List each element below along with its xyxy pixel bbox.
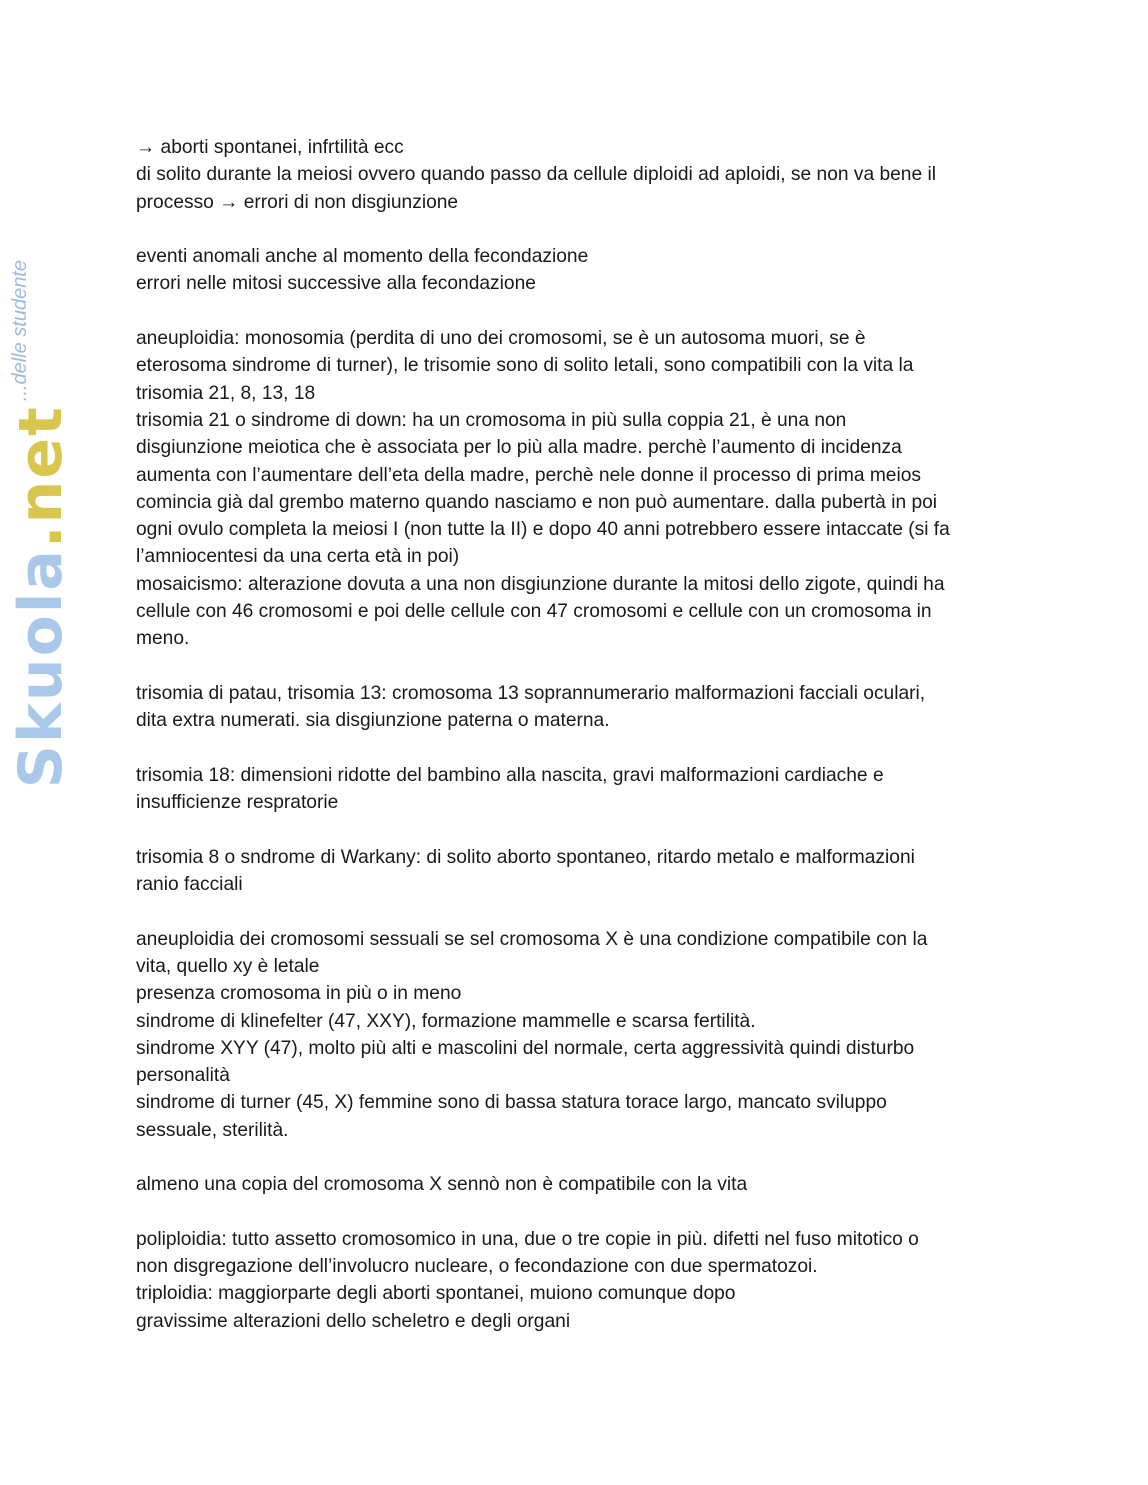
text-line: eventi anomali anche al momento della fecondazione (136, 246, 589, 268)
text-line: cellule con 46 cromosomi e poi delle cellule con 47 cromosomi e cellule con un cromosoma in (136, 601, 932, 623)
document-body (136, 134, 1036, 1335)
watermark-brand: Skuola (6, 548, 76, 789)
text-line: meno. (136, 628, 190, 650)
text-line: sindrome di turner (45, X) femmine sono di bassa statura torace largo, mancato sviluppo (136, 1092, 887, 1114)
text-line: vita, quello xy è letale (136, 955, 320, 977)
text-line: ogni ovulo completa la meiosi I (non tutte la II) e dopo 40 anni potrebbero essere intaccate (si fa (136, 519, 950, 541)
text-line (136, 653, 1036, 680)
text-line: disgiunzione meiotica che è associata per lo più alla madre. perchè l’aumento di incidenza (136, 437, 902, 459)
text-line: processo → errori di non disgiunzione (136, 191, 459, 213)
text-line: trisomia 8 o sndrome di Warkany: di solito aborto spontaneo, ritardo metalo e malformazioni (136, 846, 915, 868)
text-line: aneuploidia: monosomia (perdita di uno dei cromosomi, se è un autosoma muori, se è (136, 328, 866, 350)
watermark-logo (8, 260, 74, 788)
text-line: comincia già dal grembo materno quando nasciamo e non può aumentare. dalla pubertà in poi (136, 491, 938, 513)
text-line: trisomia 21 o sindrome di down: ha un cromosoma in più sulla coppia 21, è una non (136, 409, 847, 431)
text-line: trisomia 21, 8, 13, 18 (136, 382, 316, 404)
text-line (136, 898, 1036, 925)
text-line: presenza cromosoma in più o in meno (136, 983, 462, 1005)
text-line: errori nelle mitosi successive alla fecondazione (136, 273, 536, 295)
text-line: almeno una copia del cromosoma X sennò non è compatibile con la vita (136, 1174, 748, 1196)
text-line: eterosoma sindrome di turner), le trisomie sono di solito letali, sono compatibili con la vita la (136, 355, 914, 377)
text-line: aneuploidia dei cromosomi sessuali se sel cromosoma X è una condizione compatibile con la (136, 928, 928, 950)
text-line: mosaicismo: alterazione dovuta a una non disgiunzione durante la mitosi dello zigote, quindi ha (136, 573, 945, 595)
text-line (136, 735, 1036, 762)
text-line: dita extra numerati. sia disgiunzione paterna o materna. (136, 710, 610, 732)
text-line: di solito durante la meiosi ovvero quando passo da cellule diploidi ad aploidi, se non va bene il (136, 164, 937, 186)
text-line: sindrome XYY (47), molto più alti e mascolini del normale, certa aggressività quindi disturbo (136, 1037, 915, 1059)
text-line: trisomia di patau, trisomia 13: cromosoma 13 soprannumerario malformazioni facciali oculari, (136, 682, 926, 704)
text-line: triploidia: maggiorparte degli aborti spontanei, muiono comunque dopo (136, 1283, 736, 1305)
text-line: personalità (136, 1065, 230, 1087)
text-line: gravissime alterazioni dello scheletro e degli organi (136, 1310, 571, 1332)
watermark-wordmark (8, 405, 74, 788)
watermark-suffix: .net (6, 405, 76, 549)
text-line: trisomia 18: dimensioni ridotte del bambino alla nascita, gravi malformazioni cardiache e (136, 764, 884, 786)
text-line (136, 298, 1036, 325)
text-line: insufficienze respratorie (136, 792, 339, 814)
text-line (136, 216, 1036, 243)
watermark-tagline: ...delle studente (9, 260, 31, 402)
text-line: aumenta con l’aumentare dell’eta della madre, perchè nele donne il processo di prima meios (136, 464, 922, 486)
text-line: ranio facciali (136, 874, 243, 896)
text-line (136, 816, 1036, 843)
text-line: l’amniocentesi da una certa età in poi) (136, 546, 460, 568)
text-line: sessuale, sterilità. (136, 1119, 289, 1141)
text-line: → aborti spontanei, infrtilità ecc (136, 137, 404, 158)
text-line: non disgregazione dell’involucro nucleare, o fecondazione con due spermatozoi. (136, 1256, 818, 1278)
text-line (136, 1144, 1036, 1171)
text-line (136, 1199, 1036, 1226)
text-line: sindrome di klinefelter (47, XXY), formazione mammelle e scarsa fertilità. (136, 1010, 756, 1032)
text-line: poliploidia: tutto assetto cromosomico in una, due o tre copie in più. difetti nel fuso mitotico o (136, 1228, 919, 1250)
